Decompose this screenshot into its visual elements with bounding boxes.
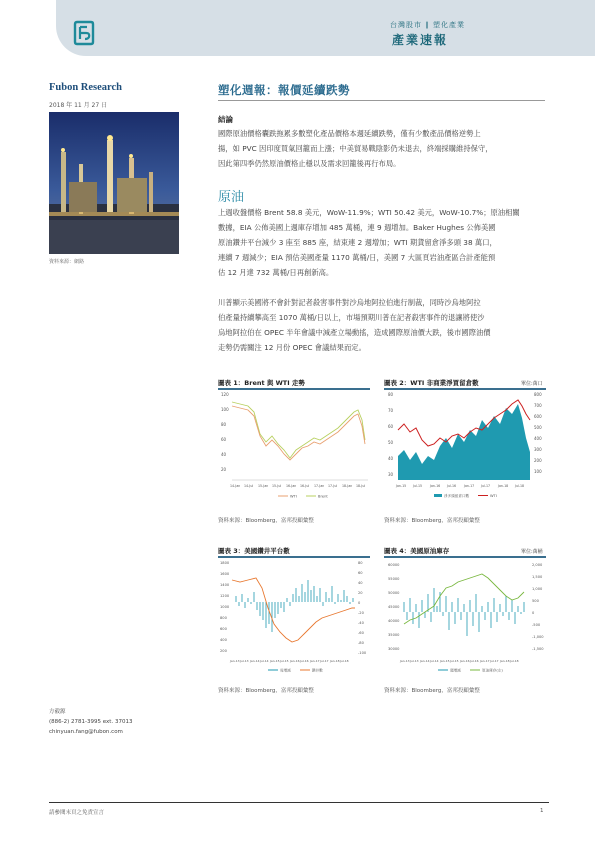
footer-disclaimer: 請參閱末頁之免責宣言 bbox=[49, 810, 105, 816]
text-line: 川普顯示美國將不會針對記者殺害事件對沙烏地阿拉伯進行制裁，同時沙烏地阿拉 bbox=[218, 298, 481, 307]
chart3-xtick: Jul-14 bbox=[260, 659, 269, 663]
conclusion-paragraph bbox=[218, 126, 548, 171]
chart1-ytick: 40 bbox=[221, 452, 227, 457]
chart3-ytick-left: 1600 bbox=[220, 572, 230, 576]
chart1-ytick: 20 bbox=[221, 467, 227, 472]
chart1-xtick: 15-Jul bbox=[272, 484, 282, 488]
chart3-xtick: Jan-18 bbox=[330, 659, 340, 663]
analyst-name: 方毅源 bbox=[49, 709, 66, 715]
chart4-xtick: Jan-15 bbox=[440, 659, 450, 663]
chart4-ytick-right: 2,000 bbox=[532, 563, 543, 567]
chart3-xtick: Jul-15 bbox=[280, 659, 289, 663]
text-line: 國際原油價格囊跌拖累多數塑化產品價格本週延續跌勢，僅有少數產品價格逆勢上 bbox=[218, 129, 481, 138]
chart1-xtick: 14-Jul bbox=[244, 484, 254, 488]
chart1-legend-wti: WTI bbox=[290, 494, 297, 499]
chart4-ytick-left: 60000 bbox=[388, 563, 400, 567]
chart3-legend-bars: 周增減 bbox=[280, 668, 291, 673]
chart4-source: 資料來源：Bloomberg，富邦投顧彙整 bbox=[384, 688, 480, 694]
text-line: 原油鑽井平台減少 3 座至 885 座，結束連 2 週增加；WTI 期貨留倉淨多頭 38 萬口， bbox=[218, 238, 497, 247]
chart2-title: 圖表 2：WTI 非商業淨買留倉數 bbox=[384, 379, 479, 387]
chart3-ytick-right: 80 bbox=[358, 561, 363, 565]
chart4-ytick-left: 30000 bbox=[388, 647, 400, 651]
chart3-ytick-left: 400 bbox=[220, 638, 227, 642]
chart3-title: 圖表 3：美國鑽井平台數 bbox=[218, 547, 290, 555]
header-breadcrumb: 台灣股市 ∥ 塑化產業 bbox=[390, 21, 465, 29]
chart3-ytick-left: 200 bbox=[220, 649, 227, 653]
crude-paragraph-2 bbox=[218, 295, 548, 355]
chart3-plot bbox=[218, 558, 370, 676]
chart1-xtick: 17-Jul bbox=[328, 484, 338, 488]
chart4-xtick: Jan-18 bbox=[500, 659, 510, 663]
chart3-source: 資料來源：Bloomberg，富邦投顧彙整 bbox=[218, 688, 314, 694]
chart2-ytick-left: 80 bbox=[388, 392, 394, 397]
chart2-legend-area: 淨多頭留倉口數 bbox=[444, 494, 470, 498]
chart2-ytick-left: 30 bbox=[388, 472, 394, 477]
chart2-ytick-right: 600 bbox=[534, 414, 542, 419]
title-divider bbox=[218, 100, 545, 101]
chart3-ytick-left: 1000 bbox=[220, 605, 230, 609]
chart2-xtick: Jul-16 bbox=[447, 484, 457, 488]
chart3-ytick-right: 0 bbox=[358, 601, 361, 605]
chart2-ytick-left: 50 bbox=[388, 440, 394, 445]
chart2-xtick: Jul-18 bbox=[515, 484, 525, 488]
text-line: 走勢仍需關注 12 月份 OPEC 會議結果而定。 bbox=[218, 343, 366, 352]
chart4-xtick: Jul-15 bbox=[450, 659, 459, 663]
chart2-xtick: Jul-17 bbox=[481, 484, 491, 488]
chart2-xtick: Jan-17 bbox=[464, 484, 475, 488]
chart1-ytick: 80 bbox=[221, 422, 227, 427]
chart2-net-long-area bbox=[398, 404, 530, 480]
chart2-ytick-right: 300 bbox=[534, 447, 542, 452]
chart2-ytick-right: 500 bbox=[534, 425, 542, 430]
chart3-ytick-right: -20 bbox=[358, 611, 364, 615]
chart3-ytick-right: -40 bbox=[358, 621, 364, 625]
chart3-legend-line: 鑽井數 bbox=[312, 668, 323, 673]
chart4-ytick-right: -500 bbox=[532, 623, 541, 627]
chart4-ytick-right: 500 bbox=[532, 599, 539, 603]
conclusion-heading: 結論 bbox=[218, 115, 233, 124]
chart2-ytick-right: 800 bbox=[534, 392, 542, 397]
chart4-xtick: Jul-17 bbox=[490, 659, 499, 663]
fubon-logo-icon bbox=[72, 20, 96, 46]
chart2-xtick: Jan-15 bbox=[396, 484, 407, 488]
chart4-xtick: Jul-14 bbox=[430, 659, 439, 663]
chart2-unit: 單位:萬口 bbox=[521, 381, 543, 387]
chart4-ytick-right: 1,000 bbox=[532, 587, 543, 591]
chart4-ytick-left: 40000 bbox=[388, 619, 400, 623]
analyst-contact bbox=[49, 707, 132, 737]
chart3-xtick: Jan-17 bbox=[310, 659, 320, 663]
chart2-ytick-right: 400 bbox=[534, 436, 542, 441]
chart4-ytick-right: 0 bbox=[532, 611, 535, 615]
chart3-ytick-left: 1200 bbox=[220, 594, 230, 598]
chart3-ytick-left: 800 bbox=[220, 616, 227, 620]
chart1-plot bbox=[218, 390, 370, 505]
page-number: 1 bbox=[540, 808, 544, 814]
chart1-legend-brent: Brent bbox=[318, 494, 328, 499]
chart4-xtick: Jan-14 bbox=[420, 659, 430, 663]
chart2-ytick-right: 100 bbox=[534, 469, 542, 474]
chart2-plot bbox=[384, 390, 546, 505]
chart1-xtick: 18-Jul bbox=[356, 484, 366, 488]
chart3-ytick-right: -100 bbox=[358, 651, 367, 655]
chart3-ytick-left: 1400 bbox=[220, 583, 230, 587]
chart3-ytick-right: 60 bbox=[358, 571, 363, 575]
chart2-xtick: Jul-15 bbox=[413, 484, 423, 488]
analyst-phone: (886-2) 2781-3995 ext. 37013 bbox=[49, 719, 133, 725]
text-line: 揚，如 PVC 因印度買氣回籠而上漲；中美貿易戰陰影仍未退去，終端採購維持保守， bbox=[218, 144, 493, 153]
chart2-source: 資料來源：Bloomberg，富邦投顧彙整 bbox=[384, 518, 480, 524]
chart3-ytick-left: 1800 bbox=[220, 561, 230, 565]
chart2-xtick: Jan-18 bbox=[498, 484, 509, 488]
chart3-xtick: Jan-15 bbox=[270, 659, 280, 663]
chart4-ytick-left: 45000 bbox=[388, 605, 400, 609]
text-line: 估 12 月達 732 萬桶/日再創新高。 bbox=[218, 268, 334, 277]
chart4-plot bbox=[384, 558, 546, 676]
chart4-xtick: Jan-17 bbox=[480, 659, 490, 663]
chart3-ytick-right: -60 bbox=[358, 631, 364, 635]
chart1-title: 圖表 1：Brent 與 WTI 走勢 bbox=[218, 379, 305, 387]
crude-heading: 原油 bbox=[218, 190, 245, 205]
chart3-xtick: Jul-18 bbox=[340, 659, 349, 663]
chart1-wti-line bbox=[232, 406, 365, 460]
photo-source: 資料來源：網路 bbox=[49, 259, 85, 265]
chart3-ytick-right: 40 bbox=[358, 581, 363, 585]
chart1-ytick: 100 bbox=[221, 407, 229, 412]
refinery-photo bbox=[49, 112, 179, 254]
chart3-rig-count-line bbox=[232, 578, 355, 642]
chart2-ytick-left: 40 bbox=[388, 456, 394, 461]
analyst-email[interactable]: chinyuan.fang@fubon.com bbox=[49, 729, 123, 735]
text-line: 烏地阿拉伯在 OPEC 半年會議中減產立場動搖，造成國際原油價大跌，後市國際油價 bbox=[218, 328, 491, 337]
header-band bbox=[56, 0, 595, 56]
text-line: 數據，EIA 公佈美國上週庫存增加 485 萬桶，連 9 週增加。Baker Hughes 公佈美國 bbox=[218, 223, 496, 232]
chart4-ytick-left: 50000 bbox=[388, 591, 400, 595]
text-line: 連續 7 週減少；EIA 預估美國產量 1170 萬桶/日，美國 7 大區頁岩油產區合計產能預 bbox=[218, 253, 496, 262]
crude-paragraph-1 bbox=[218, 205, 548, 280]
chart2-xtick: Jan-16 bbox=[430, 484, 441, 488]
chart1-xtick: 18-Jan bbox=[342, 484, 353, 488]
chart4-legend-line: 原油庫存(左) bbox=[482, 668, 503, 673]
chart4-unit: 單位:萬桶 bbox=[521, 549, 543, 555]
chart2-ytick-right: 700 bbox=[534, 403, 542, 408]
chart1-ytick: 120 bbox=[221, 392, 229, 397]
chart3-xtick: Jul-17 bbox=[320, 659, 329, 663]
chart4-ytick-left: 55000 bbox=[388, 577, 400, 581]
chart4-xtick: Jan-13 bbox=[400, 659, 410, 663]
chart1-brent-line bbox=[232, 402, 365, 458]
chart3-ytick-left: 600 bbox=[220, 627, 227, 631]
chart1-xtick: 16-Jan bbox=[286, 484, 297, 488]
footer-divider bbox=[49, 802, 549, 803]
chart4-xtick: Jan-16 bbox=[460, 659, 470, 663]
chart1-xtick: 17-Jan bbox=[314, 484, 325, 488]
report-date: 2018 年 11 月 27 日 bbox=[49, 102, 108, 109]
chart2-legend-wti: WTI bbox=[490, 494, 497, 498]
header-section-title: 產業速報 bbox=[392, 33, 449, 47]
brand-name: Fubon Research bbox=[49, 82, 123, 93]
text-line: 上週收盤價格 Brent 58.8 美元，WoW-11.9%；WTI 50.42 美元，WoW-10.7%；原油相關 bbox=[218, 208, 520, 217]
chart2-ytick-left: 60 bbox=[388, 424, 394, 429]
chart1-source: 資料來源：Bloomberg，富邦投顧彙整 bbox=[218, 518, 314, 524]
chart1-xtick: 15-Jan bbox=[258, 484, 269, 488]
chart3-xtick: Jan-14 bbox=[250, 659, 260, 663]
chart4-xtick: Jul-16 bbox=[470, 659, 479, 663]
text-line: 因此第四季仍然原油價格止穩以及需求回籠後再行布局。 bbox=[218, 159, 401, 168]
chart1-xtick: 16-Jul bbox=[300, 484, 310, 488]
chart4-ytick-left: 35000 bbox=[388, 633, 400, 637]
chart3-ytick-right: -80 bbox=[358, 641, 364, 645]
chart4-ytick-right: -1,500 bbox=[532, 647, 544, 651]
chart3-xtick: Jan-16 bbox=[290, 659, 300, 663]
chart1-ytick: 60 bbox=[221, 437, 227, 442]
chart4-title: 圖表 4：美國原油庫存 bbox=[384, 547, 450, 555]
chart3-xtick: Jul-13 bbox=[240, 659, 249, 663]
chart3-xtick: Jan-13 bbox=[230, 659, 240, 663]
chart2-ytick-left: 70 bbox=[388, 408, 394, 413]
chart3-weekly-change-bars bbox=[236, 580, 353, 632]
chart4-weekly-change-bars bbox=[404, 588, 524, 636]
report-title: 塑化週報：報價延續跌勢 bbox=[218, 83, 350, 97]
text-line: 伯產量持續攀高至 1070 萬桶/日以上，市場預期川普在記者殺害事件的退讓將使沙 bbox=[218, 313, 485, 322]
chart4-xtick: Jul-18 bbox=[510, 659, 519, 663]
chart4-legend-bars: 週增減 bbox=[450, 668, 461, 673]
chart3-ytick-right: 20 bbox=[358, 591, 363, 595]
chart4-ytick-right: -1,000 bbox=[532, 635, 544, 639]
chart2-ytick-right: 200 bbox=[534, 458, 542, 463]
chart4-xtick: Jul-13 bbox=[410, 659, 419, 663]
chart4-ytick-right: 1,500 bbox=[532, 575, 543, 579]
chart3-xtick: Jul-16 bbox=[300, 659, 309, 663]
chart1-xtick: 14-Jan bbox=[230, 484, 241, 488]
